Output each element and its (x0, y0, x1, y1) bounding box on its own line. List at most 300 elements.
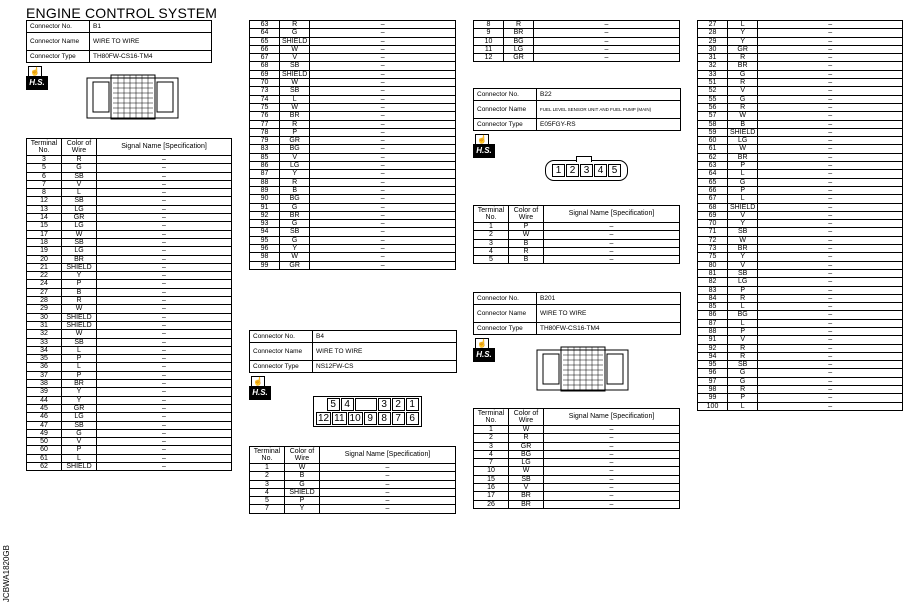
color-cell: LG (62, 413, 97, 421)
signal-cell: – (544, 467, 680, 475)
signal-cell: – (758, 236, 903, 244)
terminal-cell: 7 (27, 180, 62, 188)
color-cell: R (280, 178, 310, 186)
pin: 4 (341, 398, 354, 411)
signal-cell: – (758, 128, 903, 136)
terminal-cell: 90 (250, 195, 280, 203)
color-cell: LG (62, 222, 97, 230)
pin-table-b201-part2 (697, 20, 903, 411)
terminal-cell: 83 (250, 145, 280, 153)
signal-cell: – (310, 29, 456, 37)
hand-icon: ☝ (475, 134, 489, 146)
color-cell: P (728, 327, 758, 335)
terminal-cell: 31 (27, 321, 62, 329)
terminal-cell: 7 (474, 459, 509, 467)
signal-cell: – (544, 459, 680, 467)
table-row (27, 355, 232, 363)
pin: 8 (378, 412, 391, 425)
terminal-cell: 85 (698, 303, 728, 311)
harness-side-icon (249, 376, 271, 400)
color-cell: L (62, 363, 97, 371)
color-cell: R (728, 344, 758, 352)
value: B22 (537, 89, 681, 101)
value: TH80FW-CS16-TM4 (537, 323, 681, 335)
table-row (27, 413, 232, 421)
color-cell: P (285, 497, 320, 505)
terminal-cell: 28 (27, 297, 62, 305)
terminal-cell: 10 (474, 467, 509, 475)
table-row (27, 429, 232, 437)
table-row (250, 186, 456, 194)
table-row (698, 269, 903, 277)
table-row (698, 178, 903, 186)
harness-side-icon (473, 134, 495, 158)
terminal-cell: 77 (250, 120, 280, 128)
color-cell: GR (504, 54, 534, 62)
signal-cell: – (758, 394, 903, 402)
signal-cell: – (310, 145, 456, 153)
terminal-cell: 62 (27, 462, 62, 470)
signal-cell: – (544, 239, 680, 247)
header-color: Color of Wire (509, 409, 544, 426)
terminal-cell: 87 (250, 170, 280, 178)
signal-cell: – (758, 344, 903, 352)
color-cell: SB (62, 172, 97, 180)
terminal-cell: 11 (474, 45, 504, 53)
table-row (27, 156, 232, 164)
color-cell: BR (62, 255, 97, 263)
color-cell: R (728, 294, 758, 302)
pin-table-b22 (473, 205, 680, 264)
color-cell: BR (728, 153, 758, 161)
signal-cell: – (758, 327, 903, 335)
signal-cell: – (758, 228, 903, 236)
pin-row-top (316, 398, 419, 411)
value: WIRE TO WIRE (90, 33, 212, 51)
table-row (250, 137, 456, 145)
table-row (698, 386, 903, 394)
table-row (250, 497, 456, 505)
table-row (698, 21, 903, 29)
connector-info-b1 (26, 20, 212, 63)
table-row (27, 346, 232, 354)
color-cell: Y (280, 170, 310, 178)
table-row (474, 459, 680, 467)
terminal-cell: 99 (250, 261, 280, 269)
color-cell: BR (504, 29, 534, 37)
signal-cell: – (544, 475, 680, 483)
table-row (27, 438, 232, 446)
color-cell: V (62, 180, 97, 188)
signal-cell: – (758, 162, 903, 170)
color-cell: W (280, 253, 310, 261)
table-row (250, 29, 456, 37)
color-cell: SB (62, 238, 97, 246)
terminal-cell: 1 (250, 464, 285, 472)
table-row (27, 396, 232, 404)
terminal-cell: 87 (698, 319, 728, 327)
terminal-cell: 29 (698, 37, 728, 45)
table-row (250, 45, 456, 53)
signal-cell: – (758, 278, 903, 286)
color-cell: B (62, 288, 97, 296)
table-row (474, 500, 680, 508)
signal-cell: – (97, 429, 232, 437)
signal-cell: – (310, 112, 456, 120)
terminal-cell: 88 (698, 327, 728, 335)
signal-cell: – (758, 70, 903, 78)
table-row (27, 462, 232, 470)
table-row (27, 371, 232, 379)
color-cell: SHIELD (280, 37, 310, 45)
table-row (474, 247, 680, 255)
table-row (27, 172, 232, 180)
signal-cell: – (310, 137, 456, 145)
table-body (474, 426, 680, 509)
terminal-cell: 66 (250, 45, 280, 53)
signal-cell: – (758, 336, 903, 344)
table-row (474, 450, 680, 458)
color-cell: W (509, 231, 544, 239)
table-row (698, 87, 903, 95)
pin: 3 (378, 398, 391, 411)
signal-cell: – (310, 220, 456, 228)
terminal-cell: 62 (698, 153, 728, 161)
color-cell: G (728, 369, 758, 377)
terminal-cell: 27 (698, 21, 728, 29)
terminal-cell: 60 (27, 446, 62, 454)
table-row (474, 434, 680, 442)
color-cell: P (62, 371, 97, 379)
table-row (698, 344, 903, 352)
table-row (250, 54, 456, 62)
signal-cell: – (310, 236, 456, 244)
signal-cell: – (758, 21, 903, 29)
table-row (698, 29, 903, 37)
terminal-cell: 4 (474, 450, 509, 458)
terminal-cell: 61 (698, 145, 728, 153)
header-terminal: Terminal No. (474, 206, 509, 223)
table-row (27, 189, 232, 197)
signal-cell: – (97, 297, 232, 305)
hand-icon: ☝ (475, 338, 489, 350)
signal-cell: – (320, 505, 456, 513)
terminal-cell: 70 (698, 220, 728, 228)
color-cell: SB (280, 62, 310, 70)
signal-cell: – (534, 54, 680, 62)
color-cell: P (728, 286, 758, 294)
terminal-cell: 98 (698, 386, 728, 394)
table-row (698, 261, 903, 269)
terminal-cell: 86 (698, 311, 728, 319)
value: WIRE TO WIRE (313, 343, 457, 361)
signal-cell: – (544, 247, 680, 255)
table-row (474, 426, 680, 434)
table-row (250, 153, 456, 161)
table-row (27, 388, 232, 396)
header-color: Color of Wire (509, 206, 544, 223)
color-cell: L (728, 170, 758, 178)
table-row (698, 103, 903, 111)
color-cell: B (285, 472, 320, 480)
terminal-cell: 47 (27, 421, 62, 429)
signal-cell: – (758, 220, 903, 228)
color-cell: B (509, 239, 544, 247)
table-row (698, 211, 903, 219)
connector-b4-diagram (313, 396, 422, 427)
signal-cell: – (758, 137, 903, 145)
color-cell: G (285, 480, 320, 488)
terminal-cell: 96 (698, 369, 728, 377)
terminal-cell: 2 (474, 434, 509, 442)
table-row (474, 54, 680, 62)
table-row (27, 238, 232, 246)
label: Connector Name (250, 343, 313, 361)
terminal-cell: 85 (250, 153, 280, 161)
table-row (250, 87, 456, 95)
table-row (474, 492, 680, 500)
table-row (698, 236, 903, 244)
color-cell: GR (62, 404, 97, 412)
table-row (250, 170, 456, 178)
signal-cell: – (97, 371, 232, 379)
table-row (698, 120, 903, 128)
signal-cell: – (97, 164, 232, 172)
pin-row (552, 164, 621, 177)
color-cell: V (62, 438, 97, 446)
table-row (698, 203, 903, 211)
color-cell: BG (509, 450, 544, 458)
terminal-cell: 74 (250, 95, 280, 103)
signal-cell: – (758, 386, 903, 394)
signal-cell: – (758, 103, 903, 111)
table-row (27, 214, 232, 222)
table-row (27, 280, 232, 288)
color-cell: GR (280, 261, 310, 269)
color-cell: BG (504, 37, 534, 45)
table-row (698, 228, 903, 236)
color-cell: G (728, 95, 758, 103)
signal-cell: – (97, 263, 232, 271)
terminal-cell: 31 (698, 54, 728, 62)
table-row (474, 29, 680, 37)
table-row (250, 236, 456, 244)
hs-label: H.S. (26, 76, 48, 90)
terminal-cell: 94 (250, 228, 280, 236)
signal-cell: – (758, 79, 903, 87)
table-row (698, 128, 903, 136)
color-cell: P (728, 186, 758, 194)
terminal-cell: 33 (698, 70, 728, 78)
terminal-cell: 5 (474, 256, 509, 264)
table-row (698, 137, 903, 145)
signal-cell: – (310, 245, 456, 253)
color-cell: V (509, 484, 544, 492)
table-row (474, 45, 680, 53)
color-cell: BR (728, 62, 758, 70)
table-row (698, 37, 903, 45)
pin: 2 (566, 164, 579, 177)
value: B201 (537, 293, 681, 305)
signal-cell: – (758, 319, 903, 327)
terminal-cell: 95 (250, 236, 280, 244)
signal-cell: – (758, 120, 903, 128)
color-cell: G (728, 70, 758, 78)
terminal-cell: 4 (250, 488, 285, 496)
signal-cell: – (97, 346, 232, 354)
table-row (27, 164, 232, 172)
signal-cell: – (310, 79, 456, 87)
terminal-cell: 28 (698, 29, 728, 37)
table-row (250, 472, 456, 480)
table-row (698, 402, 903, 410)
pin-table-b201 (473, 408, 680, 509)
terminal-cell: 19 (27, 247, 62, 255)
signal-cell: – (544, 434, 680, 442)
signal-cell: – (310, 195, 456, 203)
color-cell: B (728, 120, 758, 128)
terminal-cell: 69 (698, 211, 728, 219)
signal-cell: – (97, 197, 232, 205)
label: Connector Name (474, 101, 537, 119)
table-row (250, 37, 456, 45)
table-row (250, 145, 456, 153)
figure-code: JCBWA1820GB (2, 545, 11, 603)
signal-cell: – (97, 446, 232, 454)
value: E05FGY-RS (537, 119, 681, 131)
color-cell: W (728, 236, 758, 244)
signal-cell: – (97, 305, 232, 313)
table-row (250, 228, 456, 236)
terminal-cell: 76 (250, 112, 280, 120)
table-row (27, 313, 232, 321)
terminal-cell: 80 (698, 261, 728, 269)
terminal-cell: 33 (27, 338, 62, 346)
signal-cell: – (97, 396, 232, 404)
color-cell: B (280, 186, 310, 194)
terminal-cell: 99 (698, 394, 728, 402)
color-cell: LG (728, 278, 758, 286)
color-cell: G (280, 29, 310, 37)
terminal-cell: 65 (250, 37, 280, 45)
table-row (474, 467, 680, 475)
pin: 5 (608, 164, 621, 177)
table-body (250, 21, 456, 270)
table-row (27, 288, 232, 296)
terminal-cell: 6 (27, 172, 62, 180)
color-cell: L (728, 195, 758, 203)
color-cell: B (509, 256, 544, 264)
pin: 10 (349, 413, 361, 424)
label: Connector Name (474, 305, 537, 323)
color-cell: Y (280, 245, 310, 253)
signal-cell: – (544, 500, 680, 508)
terminal-cell: 18 (27, 238, 62, 246)
table-row (250, 480, 456, 488)
signal-cell: – (310, 37, 456, 45)
terminal-cell: 78 (250, 128, 280, 136)
color-cell: SHIELD (62, 263, 97, 271)
signal-cell: – (758, 153, 903, 161)
table-row (474, 239, 680, 247)
hs-label: H.S. (473, 348, 495, 362)
color-cell: W (62, 305, 97, 313)
signal-cell: – (310, 54, 456, 62)
signal-cell: – (758, 37, 903, 45)
color-cell: P (728, 162, 758, 170)
table-row (27, 330, 232, 338)
table-row (698, 377, 903, 385)
table-row (250, 464, 456, 472)
terminal-cell: 26 (474, 500, 509, 508)
signal-cell: – (758, 402, 903, 410)
color-cell: LG (280, 162, 310, 170)
table-row (698, 95, 903, 103)
pin-table-b4 (249, 446, 456, 514)
table-row (27, 454, 232, 462)
latch (576, 156, 592, 162)
table-row (698, 220, 903, 228)
terminal-cell: 73 (698, 245, 728, 253)
terminal-cell: 86 (250, 162, 280, 170)
color-cell: Y (728, 220, 758, 228)
color-cell: LG (509, 459, 544, 467)
table-row (250, 162, 456, 170)
signal-cell: – (97, 288, 232, 296)
signal-cell: – (97, 272, 232, 280)
signal-cell: – (97, 413, 232, 421)
signal-cell: – (758, 203, 903, 211)
signal-cell: – (758, 253, 903, 261)
signal-cell: – (758, 369, 903, 377)
color-cell: W (728, 112, 758, 120)
color-cell: R (728, 79, 758, 87)
color-cell: R (62, 156, 97, 164)
color-cell: SB (728, 361, 758, 369)
connector-info-b4 (249, 330, 457, 373)
table-row (250, 488, 456, 496)
terminal-cell: 38 (27, 380, 62, 388)
signal-cell: – (97, 363, 232, 371)
signal-cell: – (310, 62, 456, 70)
pin-table-b1-part3 (473, 20, 680, 62)
color-cell: R (280, 120, 310, 128)
terminal-cell: 97 (698, 377, 728, 385)
label: Connector No. (474, 293, 537, 305)
signal-cell: – (97, 180, 232, 188)
connector-b201-diagram (535, 344, 630, 394)
table-row (27, 222, 232, 230)
color-cell: G (280, 220, 310, 228)
color-cell: R (728, 352, 758, 360)
table-row (474, 256, 680, 264)
signal-cell: – (758, 352, 903, 360)
signal-cell: – (97, 355, 232, 363)
color-cell: SB (62, 421, 97, 429)
color-cell: V (728, 211, 758, 219)
signal-cell: – (97, 330, 232, 338)
table-row (698, 186, 903, 194)
table-row (698, 394, 903, 402)
color-cell: W (280, 45, 310, 53)
table-row (27, 404, 232, 412)
value: B4 (313, 331, 457, 343)
color-cell: L (728, 21, 758, 29)
table-row (698, 45, 903, 53)
signal-cell: – (310, 203, 456, 211)
terminal-cell: 49 (27, 429, 62, 437)
table-row (27, 205, 232, 213)
